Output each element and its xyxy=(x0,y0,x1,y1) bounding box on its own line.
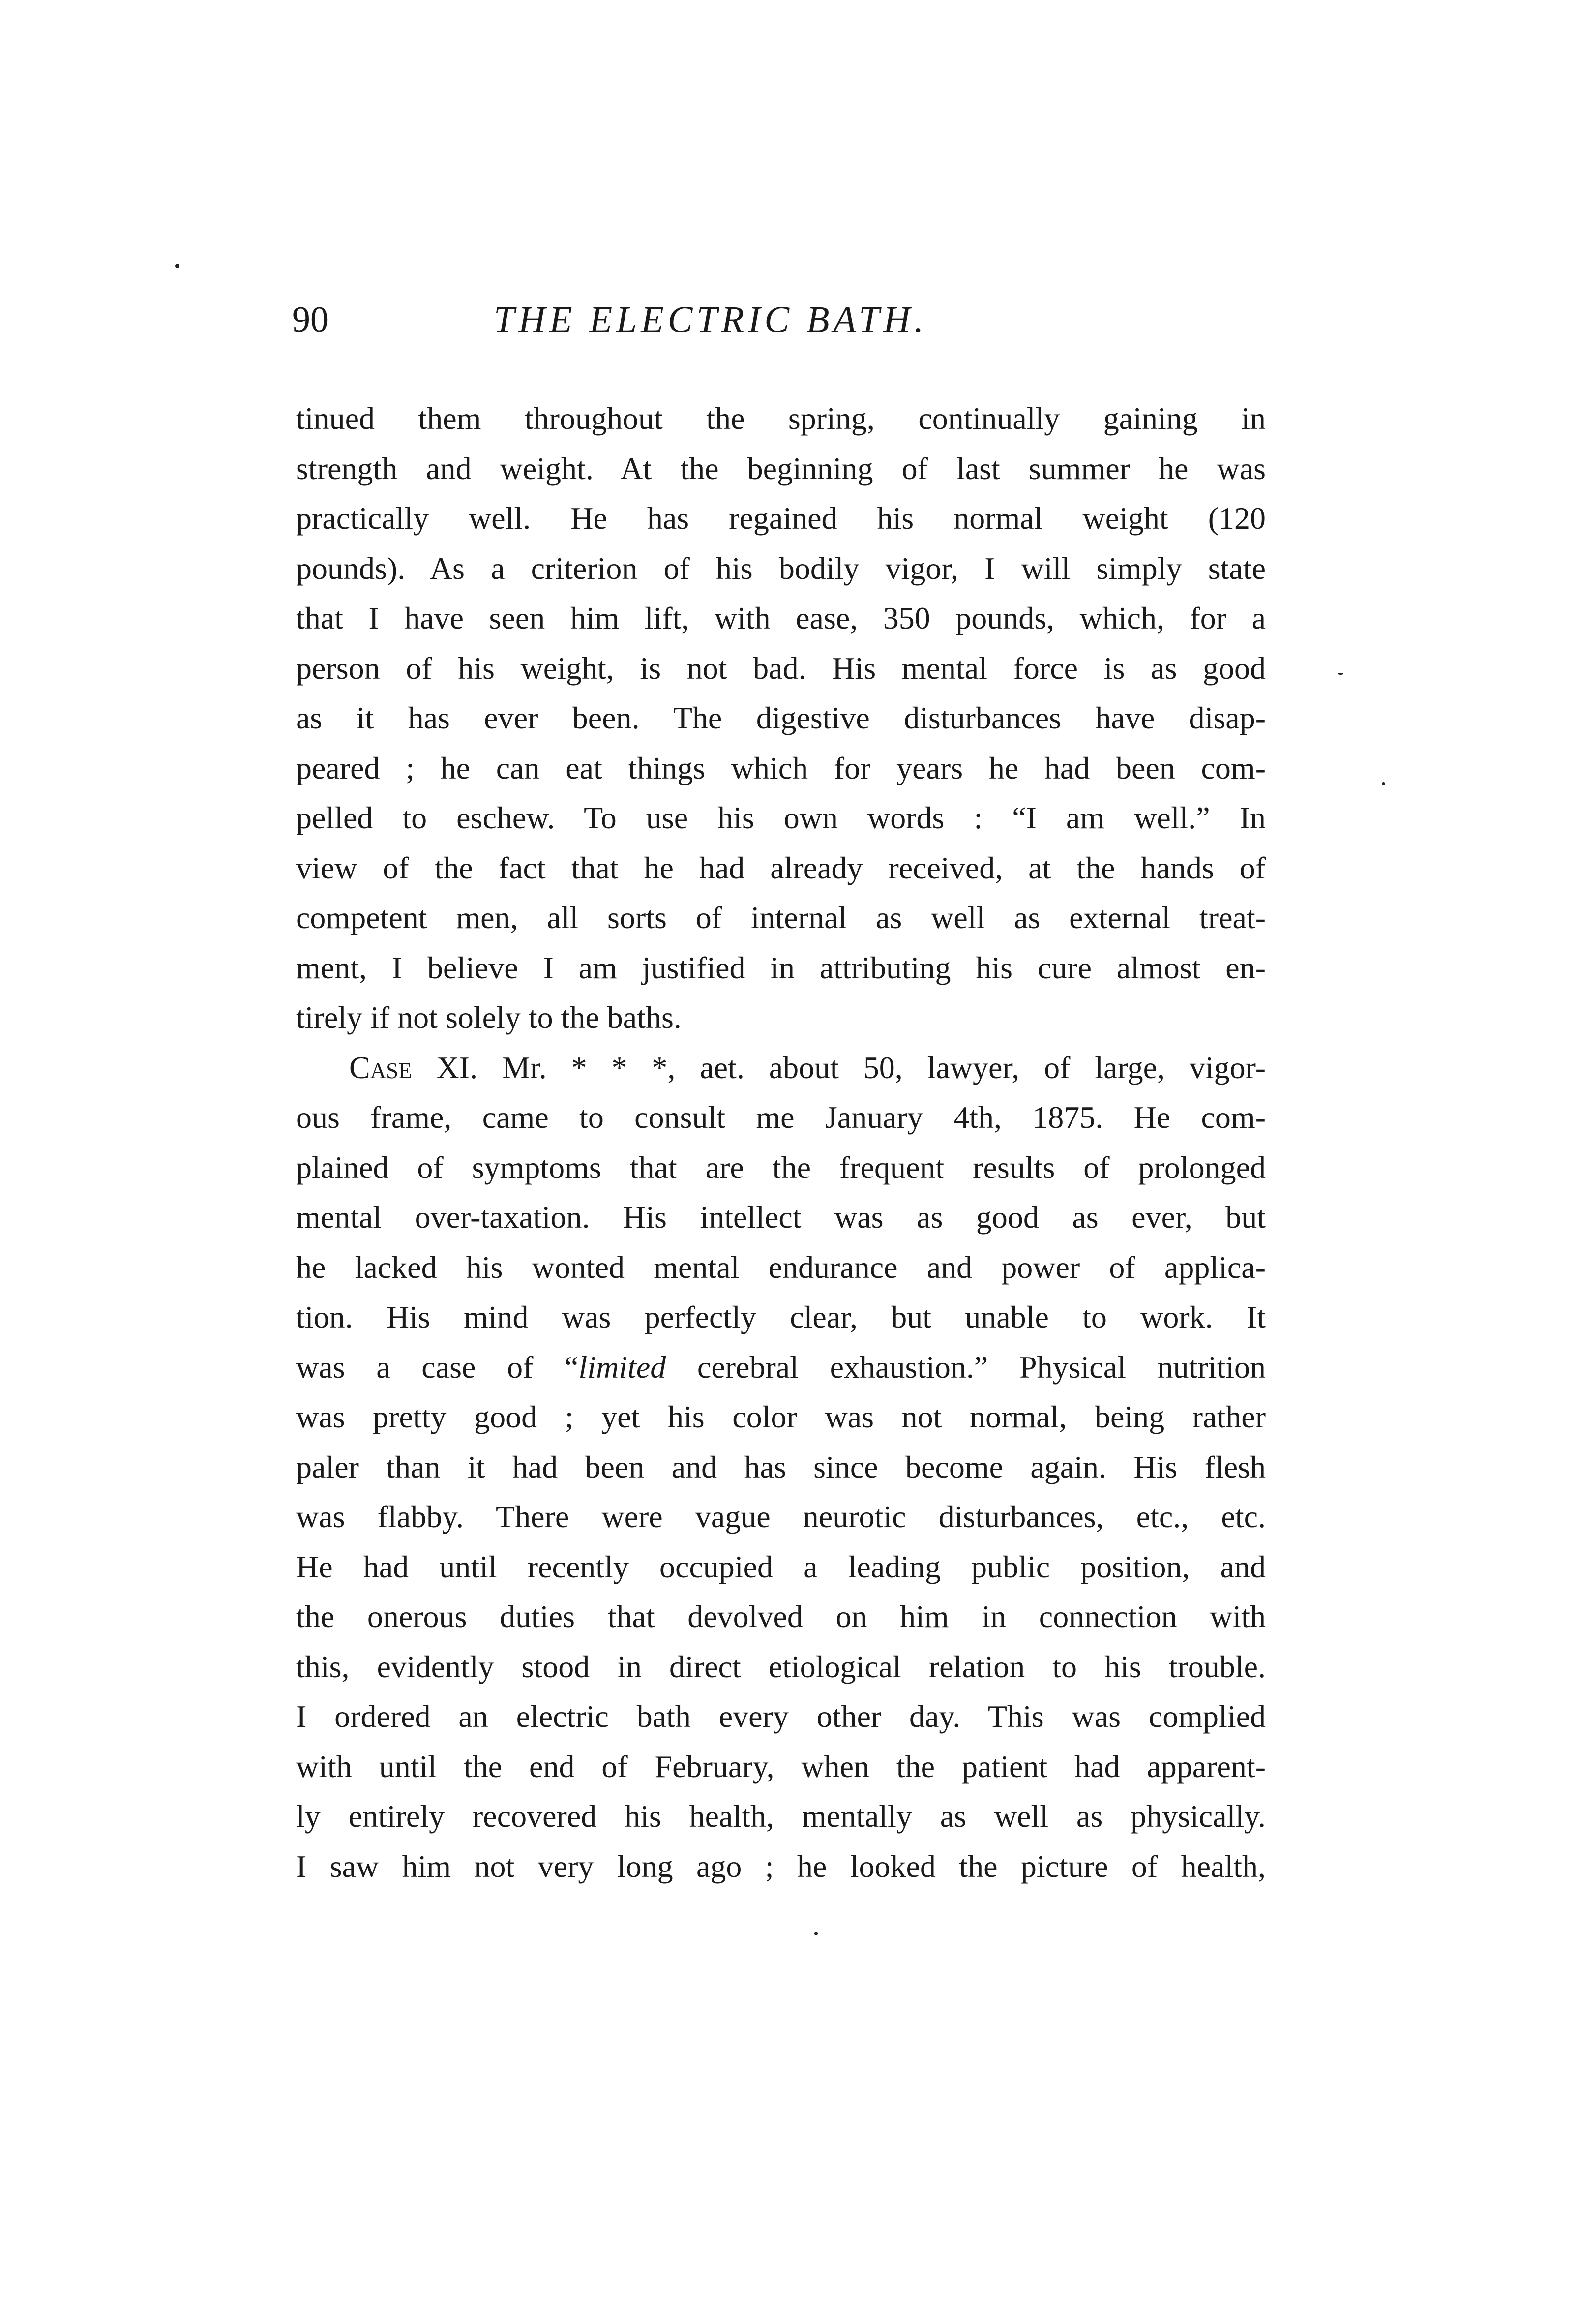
text-line: was pretty good ; yet his color was not normal, being rather xyxy=(296,1399,1266,1434)
text-line: ly entirely recovered his health, mentally as well as physically. xyxy=(296,1799,1266,1834)
text-line: tinued them throughout the spring, continually gaining in xyxy=(296,401,1266,436)
text-line: that I have seen him lift, with ease, 350 pounds, which, for a xyxy=(296,601,1266,635)
text-body xyxy=(296,393,1266,1891)
case-first-line-text: Mr. * * *, aet. about 50, lawyer, of large, vigor- xyxy=(502,1050,1266,1085)
scan-speck xyxy=(814,1932,818,1935)
text-line: view of the fact that he had already received, at the hands of xyxy=(296,850,1266,885)
page-number: 90 xyxy=(292,300,328,340)
text-line: mental over-taxation. His intellect was as good as ever, but xyxy=(296,1200,1266,1235)
text-line: I saw him not very long ago ; he looked the picture of health, xyxy=(296,1848,1266,1884)
scan-speck xyxy=(175,264,179,268)
case-first-line xyxy=(296,1043,1266,1093)
text-line: person of his weight, is not bad. His mental force is as good xyxy=(296,650,1266,686)
text-line: He had until recently occupied a leading public position, and xyxy=(296,1549,1266,1584)
text-line: ment, I believe I am justified in attributing his cure almost en- xyxy=(296,950,1266,985)
case-label: Case XI. xyxy=(349,1050,478,1085)
text-line: with until the end of February, when the patient had apparent- xyxy=(296,1749,1266,1784)
text-line: I ordered an electric bath every other day. This was complied xyxy=(296,1699,1266,1734)
running-title: THE ELECTRIC BATH. xyxy=(494,299,928,340)
text-fragment: was a case of “ xyxy=(296,1349,579,1385)
text-line: he lacked his wonted mental endurance and power of applica- xyxy=(296,1249,1266,1285)
text-line: tirely if not solely to the baths. xyxy=(296,1000,682,1035)
running-head xyxy=(292,295,1266,344)
text-line: pounds). As a criterion of his bodily vigor, I will simply state xyxy=(296,550,1266,586)
text-line: pelled to eschew. To use his own words : “I am well.” In xyxy=(296,800,1266,835)
text-line: strength and weight. At the beginning of last summer he was xyxy=(296,451,1266,486)
text-line: as it has ever been. The digestive disturbances have disap- xyxy=(296,700,1266,735)
text-line: ous frame, came to consult me January 4th, 1875. He com- xyxy=(296,1100,1266,1135)
text-line: the onerous duties that devolved on him in connection with xyxy=(296,1599,1266,1634)
text-line: practically well. He has regained his normal weight (120 xyxy=(296,501,1266,536)
scan-speck xyxy=(1382,782,1385,785)
italic-word: limited xyxy=(578,1349,666,1385)
text-line: peared ; he can eat things which for years he had been com- xyxy=(296,750,1266,785)
text-line: competent men, all sorts of internal as well as external treat- xyxy=(296,900,1266,935)
text-line-italic xyxy=(296,1342,1266,1392)
text-line: this, evidently stood in direct etiological relation to his trouble. xyxy=(296,1649,1266,1684)
text-line: was flabby. There were vague neurotic disturbances, etc., etc. xyxy=(296,1499,1266,1534)
text-line: plained of symptoms that are the frequent results of prolonged xyxy=(296,1149,1266,1185)
scan-speck xyxy=(1338,673,1343,675)
text-fragment: cerebral exhaustion.” Physical nutrition xyxy=(666,1349,1266,1385)
text-line: paler than it had been and has since become again. His flesh xyxy=(296,1449,1266,1484)
text-line: tion. His mind was perfectly clear, but unable to work. It xyxy=(296,1299,1266,1334)
